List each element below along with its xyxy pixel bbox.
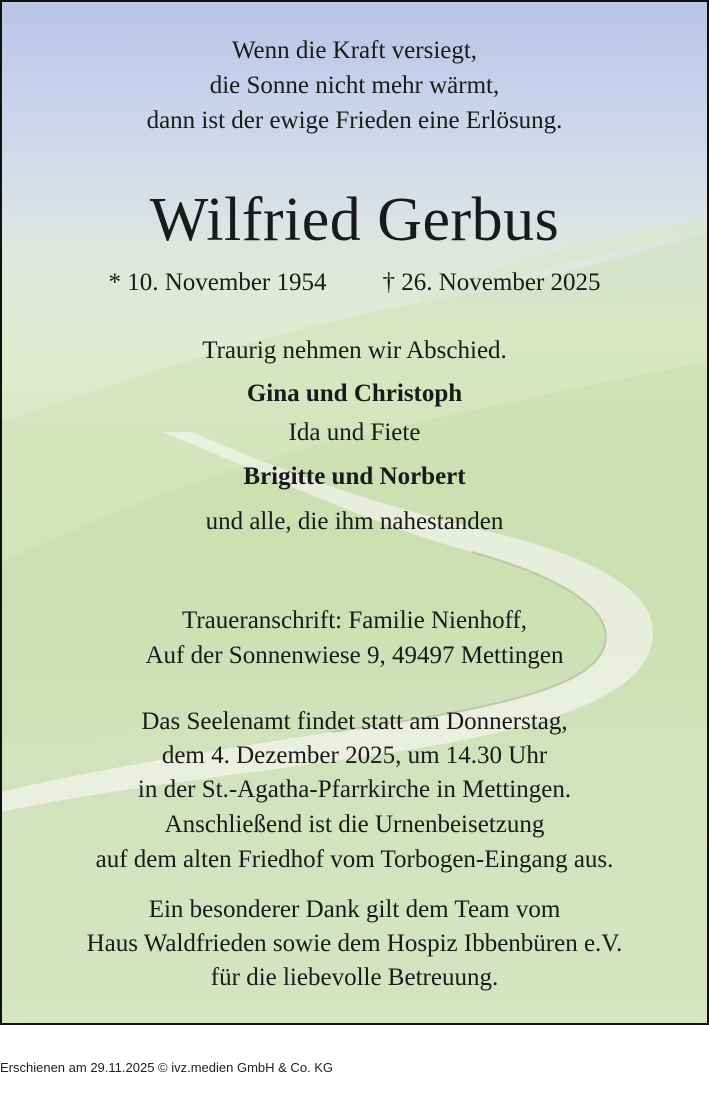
family-group-2: Brigitte und Norbert xyxy=(243,463,466,490)
life-dates xyxy=(2,267,707,299)
address-line-2: Auf der Sonnenwiese 9, 49497 Mettingen xyxy=(145,642,564,669)
service-line-5: auf dem alten Friedhof vom Torbogen-Eingang aus. xyxy=(95,846,614,873)
family-group-1-children: Ida und Fiete xyxy=(288,419,421,446)
death-date: † 26. November 2025 xyxy=(382,269,601,296)
mourning-intro: Traurig nehmen wir Abschied. xyxy=(202,337,507,364)
service-line-3: in der St.-Agatha-Pfarrkirche in Mettingen. xyxy=(137,776,572,803)
birth-date: * 10. November 1954 xyxy=(108,269,327,296)
motto-line-1: Wenn die Kraft versiegt, xyxy=(231,37,478,64)
thanks-line-1: Ein besonderer Dank gilt dem Team vom xyxy=(148,896,561,923)
service-line-2: dem 4. Dezember 2025, um 14.30 Uhr xyxy=(161,742,548,769)
deceased-name: Wilfried Gerbus xyxy=(149,186,560,254)
others-line: und alle, die ihm nahestanden xyxy=(205,508,504,535)
address-line-1: Traueranschrift: Familie Nienhoff, xyxy=(181,607,528,634)
service-line-4: Anschließend ist die Urnenbeisetzung xyxy=(164,811,545,838)
family-group-1: Gina und Christoph xyxy=(246,380,463,407)
service-line-1: Das Seelenamt findet statt am Donnerstag, xyxy=(141,708,568,735)
motto-line-3: dann ist der ewige Frieden eine Erlösung. xyxy=(146,107,563,134)
thanks-line-2: Haus Waldfrieden sowie dem Hospiz Ibbenbüren e.V. xyxy=(86,930,623,957)
motto-line-2: die Sonne nicht mehr wärmt, xyxy=(209,72,500,99)
thanks-line-3: für die liebevolle Betreuung. xyxy=(210,964,499,991)
publication-footer: Erschienen am 29.11.2025 © ivz.medien GmbH & Co. KG xyxy=(0,1060,334,1075)
